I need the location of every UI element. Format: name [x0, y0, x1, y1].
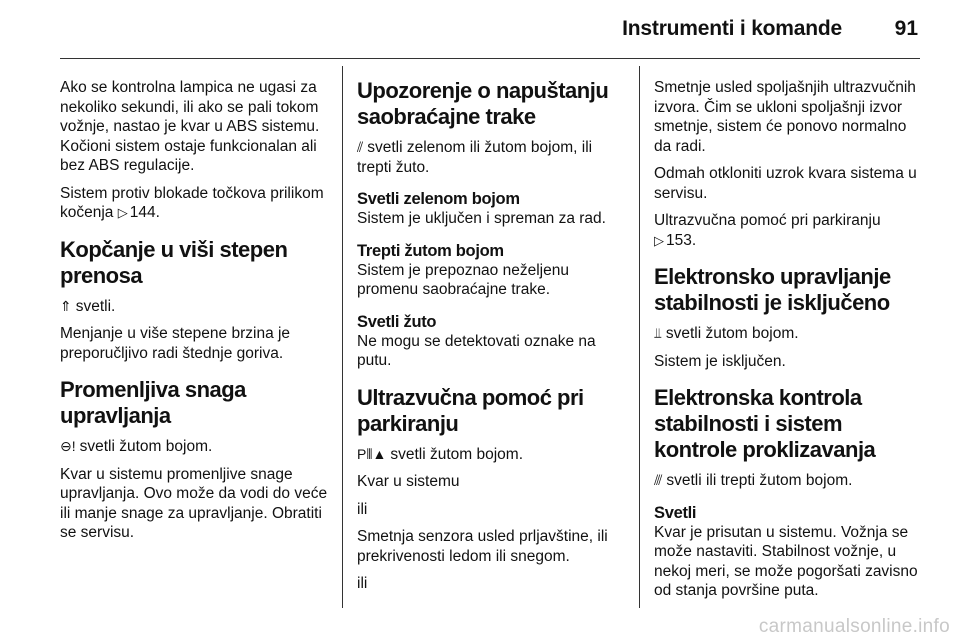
heading-parking-assist: Ultrazvučna pomoć pri parkiranju [357, 384, 584, 436]
subheading-yellow: Svetli žuto [357, 312, 437, 331]
steering-warning-icon: ⊖! [60, 438, 76, 454]
parking-fault: Kvar u sistemu [357, 473, 460, 490]
lane-status-text: svetli zelenom ili žutom bojom, ili trepti žuto. [357, 139, 593, 176]
parking-or-2: ili [357, 575, 368, 592]
interference-paragraph: Smetnje usled spoljašnjih ultrazvučnih izvora. Čim se ukloni spoljašnji izvor smetnje, sistem će ponovo normalno da radi. [654, 79, 916, 155]
header-title: Instrumenti i komande [622, 17, 842, 40]
parking-assist-icon: P⦀▲ [357, 445, 387, 462]
green-description: Sistem je uključen i spreman za rad. [357, 210, 606, 227]
column-2 [357, 78, 625, 602]
esp-status-text: svetli ili trepti žutom bojom. [666, 472, 853, 489]
abs-paragraph: Ako se kontrolna lampica ne ugasi za nekoliko sekundi, ili ako se pali tokom vožnje, nastao je kvar u ABS sistemu. Kočioni sistem ostaje funkcionalan ali bez ABS regulacije. [60, 79, 320, 174]
heading-esp-off: Elektronsko upravljanje stabilnosti je isključeno [654, 264, 891, 315]
lane-status [357, 138, 625, 177]
reference-arrow-icon: ▷ [654, 232, 664, 248]
abs-reference-text: Sistem protiv blokade točkova prilikom kočenja [60, 184, 324, 221]
reference-arrow-icon: ▷ [117, 205, 128, 220]
flashing-description: Sistem je prepoznao neželjenu promenu saobraćajne trake. [357, 261, 569, 298]
parking-reference-text: Ultrazvučna pomoć pri parkiranju [654, 212, 881, 229]
service-paragraph: Odmah otkloniti uzrok kvara sistema u servisu. [654, 165, 917, 202]
parking-reference-page[interactable]: 153. [666, 231, 697, 249]
abs-reference-page[interactable]: 144. [129, 204, 160, 221]
page-number: 91 [894, 17, 918, 40]
column-divider-2 [639, 66, 640, 608]
parking-or-1: ili [357, 500, 368, 518]
yellow-description: Ne mogu se detektovati oznake na putu. [357, 332, 596, 369]
gear-shift-up-icon: ⇑ [60, 297, 72, 314]
steering-status-text: svetli žutom bojom. [79, 438, 213, 455]
esp-skid-icon: ⫻ [654, 472, 663, 488]
heading-steering: Promenljiva snaga upravljanja [60, 377, 246, 428]
subheading-flashing: Trepti žutom bojom [357, 241, 504, 260]
abs-reference-paragraph [60, 184, 328, 223]
lane-departure-icon: ⫽ [357, 139, 364, 155]
column-1 [60, 78, 328, 551]
esp-off-description: Sistem je isključen. [654, 352, 786, 370]
upshift-description: Menjanje u više stepene brzina je preporučljivo radi štednje goriva. [60, 325, 291, 362]
parking-status-text: svetli žutom bojom. [390, 445, 524, 463]
lit-description: Kvar je prisutan u sistemu. Vožnja se može nastaviti. Stabilnost vožnje, u nekoj meri, se može pogoršati zavisno od stanja površine puta. [654, 523, 918, 599]
column-divider-1 [342, 66, 343, 608]
heading-lane-departure: Upozorenje o napuštanju saobraćajne trake [357, 78, 609, 129]
esp-off-status-text: svetli žutom bojom. [665, 325, 799, 342]
column-3 [654, 78, 924, 609]
heading-upshift: Kopčanje u viši stepen prenosa [60, 236, 288, 288]
esp-status [654, 471, 924, 491]
steering-description: Kvar u sistemu promenljive snage upravljanja. Ovo može da vodi do veće ili manje snage za upravljanje. Obratiti se servisu. [60, 465, 328, 541]
parking-reference-paragraph [654, 211, 924, 250]
parking-status [357, 445, 625, 465]
subheading-green: Svetli zelenom bojom [357, 190, 520, 208]
upshift-status-text: svetli. [75, 297, 116, 315]
header-divider [60, 58, 920, 59]
page-header [0, 0, 960, 60]
esp-off-status [654, 324, 924, 344]
subheading-lit: Svetli [654, 503, 697, 522]
watermark: carmanualsonline.info [758, 616, 950, 637]
parking-sensor-fault: Smetnja senzora usled prljavštine, ili prekrivenosti ledom ili snegom. [357, 528, 608, 565]
steering-status [60, 437, 328, 457]
heading-esp: Elektronska kontrola stabilnosti i sistem kontrole proklizavanja [654, 385, 876, 462]
esp-off-icon: ⫫ [654, 325, 662, 341]
upshift-status [60, 297, 328, 317]
